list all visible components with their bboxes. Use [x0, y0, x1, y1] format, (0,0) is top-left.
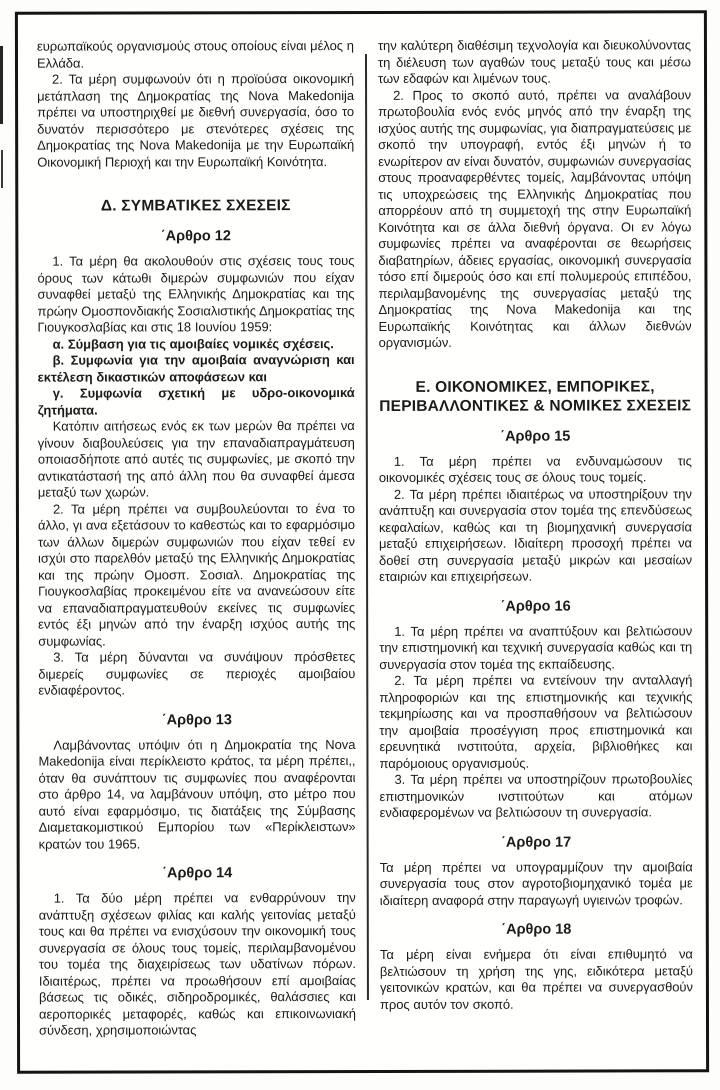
paragraph: ευρωπαϊκούς οργανισμούς στους οποίους είναι μέλος η Ελλάδα. — [36, 38, 354, 71]
page-frame — [15, 10, 709, 1073]
scan-edge-artifact — [0, 46, 3, 124]
paragraph: Λαμβάνοντας υπόψιν ότι η Δημοκρατία της Nova Makedonija είναι περίκλειστο κράτος, τα μέρη πρέπει,, όταν θα συνάπτουν τις συμφωνίες που αναφέρονται στο άρθρο 14, να λαμβάνουν υπόψη, στο μέτρο που αυτό είναι εφαρμόσιμο, τις διατάξεις της Σύμβασης Διαμετακομιστικού Εμπορίου των «Περίκλειστων» κρατών του 1965. — [38, 736, 356, 852]
paragraph: 2. Τα μέρη πρέπει να εντείνουν την ανταλλαγή πληροφοριών και της επιστημονικής και τεχνικής τεκμηρίωσης και να προσπαθήσουν να βελτιώσουν την αμοιβαία προσέγγιση προς επιστημονικά και ερευνητικά ινστιτούτα, αρχεία, βιβλιοθήκες και παρόμοιους οργανισμούς. — [379, 672, 693, 771]
paragraph: 2. Τα μέρη πρέπει να συμβουλεύονται το ένα το άλλο, γι ανα εξετάσουν το καθεστώς και το εφαρμόσιμο των άλλων διμερών συμφωνιών που είχαν τεθεί εν ισχύι στο παρελθόν μεταξύ της Ελληνικής Δημοκρατίας και της πρώην Ομοσπ. Σοσιαλ. Δημοκρατίας της Γιουγκοσλαβίας προκειμένου είτε να ανανεώσουν είτε να επαναδιαπραγματευθούν εκείνες τις συμφωνίες εντός έξι μηνών από την έναρξη ισχύος αυτής της συμφωνίας. — [37, 500, 356, 649]
paragraph: Τα μέρη είναι ενήμερα ότι είναι επιθυμητό να βελτιώσουν τη χρήση της γης, ειδικότερα μεταξύ γειτονικών κρατών, και θα πρέπει να συνεργασθούν προς αυτόν τον σκοπό. — [379, 946, 693, 1012]
article-heading-13: ΄Αρθρο 13 — [161, 711, 232, 728]
paragraph: 1. Τα μέρη θα ακολουθούν στις σχέσεις τους τους όρους των κάτωθι διμερών συμφωνιών που είχαν συναφθεί μεταξύ της Ελληνικής Δημοκρατίας και της πρώην Ομοσπονδιακής Σοσιαλιστικής Δημοκρατίας της Γιουγκοσλαβίας και στις 18 Ιουνίου 1959: — [37, 253, 355, 335]
article-heading-12: ΄Αρθρο 12 — [160, 228, 231, 245]
article-heading-17: ΄Αρθρο 17 — [501, 834, 572, 851]
paragraph: Τα μέρη πρέπει να υπογραμμίζουν την αμοιβαία συνεργασία τους στον αγροτοβιομηχανικό τομέα με ιδιαίτερη αναφορά στην παραγωγή υγιεινών τροφών. — [379, 858, 693, 908]
column-divider — [365, 54, 369, 1000]
paragraph: την καλύτερη διαθέσιμη τεχνολογία και διευκολύνοντας τη διέλευση των αγαθών τους μεταξύ τους και μέσω των εδαφών και λιμένων τους. — [377, 37, 692, 86]
paragraph: 3. Τα μέρη δύνανται να συνάψουν πρόσθετες διμερείς συμφωνίες σε περιοχές αμοιβαίου ενδιαφέροντος. — [38, 649, 356, 698]
paragraph: 2. Τα μέρη πρέπει ιδιαιτέρως να υποστηρίξουν την ανάπτυξη και συνεργασία στον τομέα της επενδύσεως κεφαλαίων, καθώς και τη βιομηχανική συνεργασία μεταξύ επιχειρήσεων. Ιδιαίτερη προσοχή πρέπει να δοθεί στη συνεργασία μεταξύ μικρών και μεσαίων εταιριών και επιχειρήσεων. — [378, 485, 693, 584]
article-heading-14: ΄Αρθρο 14 — [162, 865, 233, 882]
section-heading-e: Ε. ΟΙΚΟΝΟΜΙΚΕΣ, ΕΜΠΟΡΙΚΕΣ, ΠΕΡΙΒΑΛΛΟΝΤΙΚΕΣ & ΝΟΜΙΚΕΣ ΣΧΕΣΕΙΣ — [379, 377, 692, 415]
paragraph: 2. Προς το σκοπό αυτό, πρέπει να αναλάβουν πρωτοβουλία ενός ενός μηνός από την έναρξη της ισχύος αυτής της συμφωνίας, για διαπραγματεύσεις με σκοπό την υπογραφή, εντός έξι μηνών ή το ενωρίτερον αν είναι δυνατόν, συμφωνιών συνεργασίας στους προαναφερθέντες τομείς, λαμβάνοντας υπόψη τις υποχρεώσεις της Ελληνικής Δημοκρατίας που απορρέουν από τη συμμετοχή της στην Ευρωπαϊκή Κοινότητα και σε άλλα διεθνή όργανα. Οι εν λόγω συμφωνίες πρέπει να αναφέρονται σε θεωρήσεις διαβατηρίων, άδειες εργασίας, οικονομική συνεργασία τόσο επί διμερούς όσο και επί πολυμερούς επιπέδου, περιλαμβανομένης της συνεργασίας μεταξύ της Δημοκρατίας της Nova Makedonija και της Ευρωπαϊκής Κοινότητας και άλλων διεθνών οργανισμών. — [378, 86, 692, 350]
list-item-c: γ. Συμφωνία σχετική με υδρο-οικονομικά ζητήματα. — [37, 385, 355, 418]
paragraph: Κατόπιν αιτήσεως ενός εκ των μερών θα πρέπει να γίνουν διαβουλεύσεις για την επαναδιαπραγμάτευση οποιασδήποτε από αυτές τις συμφωνίες, με σκοπό την αντικατάστασή της από άλλη που θα συναφθεί άμεσα μεταξύ των χωρών. — [37, 418, 355, 500]
list-item-b: β. Συμφωνία για την αμοιβαία αναγνώριση και εκτέλεση δικαστικών αποφάσεων και — [37, 352, 355, 385]
paragraph: 1. Τα μέρη πρέπει να αναπτύξουν και βελτιώσουν την επιστημονική και τεχνική συνεργασία καθώς και τη συνεργασία στον τομέα της εκπαίδευσης. — [379, 622, 693, 672]
left-column — [37, 38, 356, 1053]
paragraph: 1. Τα δύο μέρη πρέπει να ενθαρρύνουν την ανάπτυξη σχέσεων φιλίας και καλής γειτονίας μεταξύ τους και θα πρέπει να ενισχύσουν την οικονομική τους συνεργασία σε όλους τους τομείς, περιλαμβανομένου του τομέα της διαχειρίσεως των υδατίνων πόρων. Ιδιαιτέρως, πρέπει να προωθήσουν επί αμοιβαίας βάσεως τις οδικές, σιδηροδρομικές, θαλάσσιες και αεροπορικές μεταφορές, καθώς και επικοινωνιακή σύνδεση, χρησιμοποιώντας — [38, 890, 357, 1038]
article-heading-18: ΄Αρθρο 18 — [501, 921, 572, 938]
scan-edge-artifact — [1, 150, 3, 188]
paragraph: 3. Τα μέρη πρέπει να υποστηρίζουν πρωτοβουλίες επιστημονικών ινστιτούτων και ατόμων ενδιαφερομένων να βελτιώσουν τη συνεργασία. — [379, 771, 693, 820]
list-item-a: α. Σύμβαση για τις αμοιβαίες νομικές σχέσεις. — [52, 335, 334, 352]
section-heading-d: Δ. ΣΥΜΒΑΤΙΚΕΣ ΣΧΕΣΕΙΣ — [100, 197, 291, 215]
article-heading-16: ΄Αρθρο 16 — [500, 598, 571, 615]
article-heading-15: ΄Αρθρο 15 — [500, 428, 571, 445]
paragraph: 2. Τα μέρη συμφωνούν ότι η προϊούσα οικονομική μετάπλαση της Δημοκρατίας της Nova Makedonija πρέπει να υποστηριχθεί με διεθνή συνεργασία, όσο το δυνατόν περισσότερο με στενότερες σχέσεις της Δημοκρατίας της Nova Makedonija με την Ευρωπαϊκή Οικονομική Περιοχή και την Ευρωπαϊκή Κοινότητα. — [37, 71, 355, 170]
paragraph: 1. Τα μέρη πρέπει να ενδυναμώσουν τις οικονομικές σχέσεις τους σε όλους τους τομείς. — [378, 452, 692, 485]
right-column — [378, 37, 693, 1052]
